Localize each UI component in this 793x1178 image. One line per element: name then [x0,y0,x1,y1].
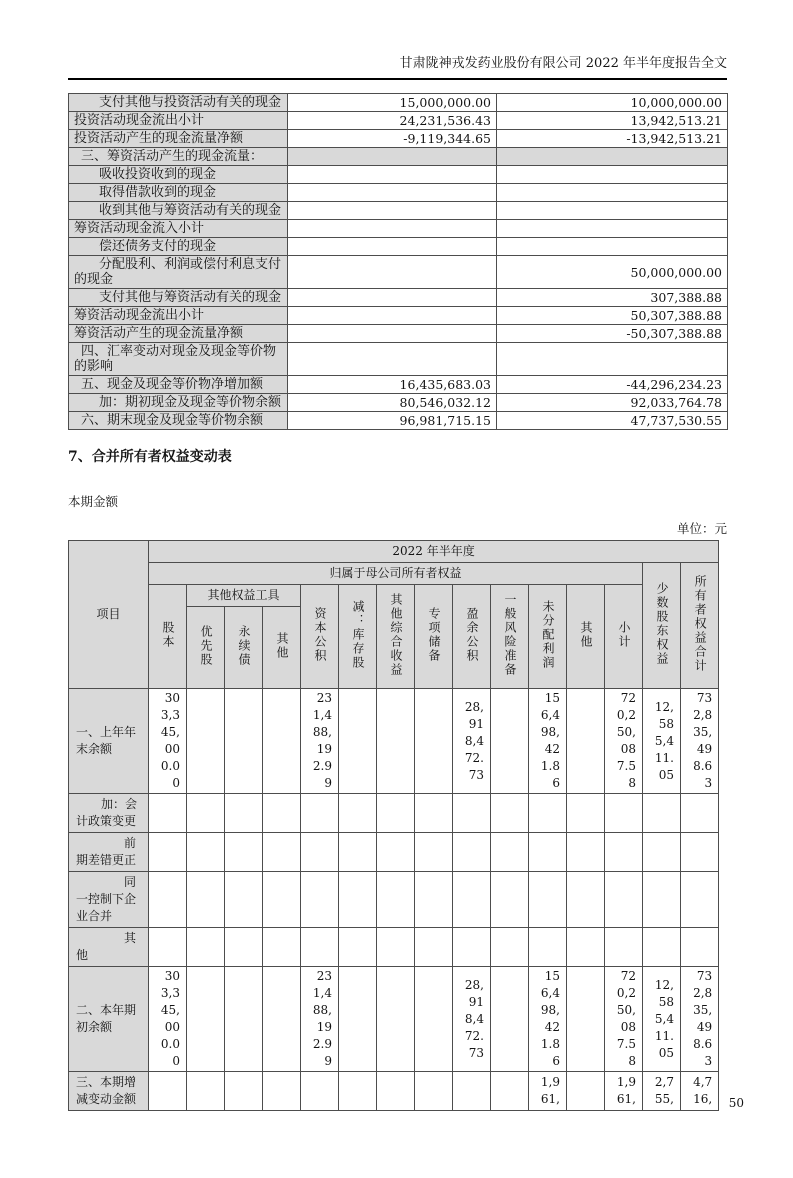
amount-cell [301,794,339,833]
col-header-minority-interest: 少数股东权益 [643,563,681,689]
amount-current-period [288,148,497,166]
amount-cell [377,689,415,794]
amount-cell [301,872,339,928]
row-label: 其他 [69,928,149,967]
col-header-subtotal: 小计 [605,585,643,689]
table-row [69,967,719,1072]
amount-cell [567,833,605,872]
table-row [69,394,728,412]
table-row [69,833,719,872]
row-label: 一、上年年末余额 [69,689,149,794]
header-row-groups [69,563,719,585]
amount-cell [377,967,415,1072]
amount-cell [453,928,491,967]
row-label: 筹资活动产生的现金流量净额 [69,325,288,343]
amount-cell [187,872,225,928]
amount-previous-period: 307,388.88 [497,289,728,307]
amount-cell: 732,835,498.63 [681,967,719,1072]
amount-cell [567,689,605,794]
amount-cell: 231,488,192.99 [301,689,339,794]
amount-cell [605,872,643,928]
row-label: 五、现金及现金等价物净增加额 [69,376,288,394]
row-label: 加：会计政策变更 [69,794,149,833]
table-row [69,1072,719,1111]
amount-cell [187,928,225,967]
col-header-parent-equity: 归属于母公司所有者权益 [149,563,643,585]
section-subtitle: 本期金额 [68,494,119,509]
amount-cell: 231,488,192.99 [301,967,339,1072]
equity-change-table [68,540,719,1111]
row-label: 支付其他与筹资活动有关的现金 [69,289,288,307]
amount-cell [301,928,339,967]
amount-cell [187,794,225,833]
table-row [69,112,728,130]
amount-cell [529,872,567,928]
table-row [69,166,728,184]
amount-cell [187,689,225,794]
amount-cell: 28,918,472.73 [453,967,491,1072]
amount-cell: 1,961, [605,1072,643,1111]
amount-cell [187,833,225,872]
amount-cell [567,967,605,1072]
amount-cell [377,794,415,833]
amount-cell [491,794,529,833]
amount-cell: 303,345,000.00 [149,967,187,1072]
page-content [0,56,793,1111]
amount-current-period [288,343,497,376]
amount-cell: 720,250,087.58 [605,689,643,794]
col-header-special-reserve: 专项储备 [415,585,453,689]
col-header-general-risk: 一般风险准备 [491,585,529,689]
col-header-period: 2022 年半年度 [149,541,719,563]
amount-cell [643,833,681,872]
amount-cell [149,833,187,872]
amount-current-period [288,307,497,325]
amount-cell [453,1072,491,1111]
amount-cell [225,967,263,1072]
amount-cell [149,1072,187,1111]
table-row [69,376,728,394]
amount-cell [567,872,605,928]
amount-cell [453,794,491,833]
amount-current-period [288,256,497,289]
amount-cell [567,928,605,967]
section-row [69,148,728,166]
amount-previous-period [497,184,728,202]
row-label: 六、期末现金及现金等价物余额 [69,412,288,430]
header-row-period [69,541,719,563]
table-row [69,325,728,343]
amount-cell [415,833,453,872]
amount-cell [339,967,377,1072]
amount-cell [567,1072,605,1111]
row-label: 取得借款收到的现金 [69,184,288,202]
row-label: 三、本期增减变动金额 [69,1072,149,1111]
amount-cell [681,928,719,967]
row-label: 偿还债务支付的现金 [69,238,288,256]
cash-flow-table [68,93,728,430]
amount-cell [605,928,643,967]
amount-previous-period: -13,942,513.21 [497,130,728,148]
amount-cell [339,872,377,928]
amount-cell [263,967,301,1072]
amount-cell [301,833,339,872]
row-label: 投资活动产生的现金流量净额 [69,130,288,148]
col-header-less-treasury: 减：库存股 [339,585,377,689]
amount-cell [187,967,225,1072]
table-row [69,256,728,289]
amount-current-period: 24,231,536.43 [288,112,497,130]
amount-cell: 28,918,472.73 [453,689,491,794]
row-label: 加：期初现金及现金等价物余额 [69,394,288,412]
amount-current-period [288,289,497,307]
col-header-capital-reserve: 资本公积 [301,585,339,689]
amount-current-period: -9,119,344.65 [288,130,497,148]
amount-cell [567,794,605,833]
amount-previous-period: 10,000,000.00 [497,94,728,112]
table-row [69,343,728,376]
amount-cell [681,794,719,833]
document-title: 甘肃陇神戎发药业股份有限公司 2022 年半年度报告全文 [399,56,727,71]
table-row [69,202,728,220]
row-label: 筹资活动现金流入小计 [69,220,288,238]
amount-cell [681,872,719,928]
row-label: 前期差错更正 [69,833,149,872]
table-row [69,307,728,325]
amount-cell [225,872,263,928]
table-row [69,94,728,112]
amount-cell: 4,716, [681,1072,719,1111]
amount-previous-period [497,202,728,220]
table-row [69,872,719,928]
amount-current-period [288,220,497,238]
amount-previous-period: -44,296,234.23 [497,376,728,394]
table-row [69,130,728,148]
amount-cell [491,967,529,1072]
amount-cell: 156,498,421.86 [529,689,567,794]
row-label: 吸收投资收到的现金 [69,166,288,184]
table-row [69,794,719,833]
col-header-total-equity: 所有者权益合计 [681,563,719,689]
amount-cell: 732,835,498.63 [681,689,719,794]
amount-cell [263,689,301,794]
col-header-other-equity-instruments: 其他权益工具 [187,585,301,607]
amount-cell [529,928,567,967]
amount-previous-period: 13,942,513.21 [497,112,728,130]
amount-current-period: 15,000,000.00 [288,94,497,112]
amount-previous-period [497,343,728,376]
amount-previous-period: 50,000,000.00 [497,256,728,289]
col-header-item: 项目 [69,541,149,689]
amount-current-period [288,184,497,202]
amount-cell [529,833,567,872]
amount-cell [681,833,719,872]
amount-cell [415,967,453,1072]
row-label: 四、汇率变动对现金及现金等价物的影响 [69,343,288,376]
document-header [68,56,727,80]
amount-cell [605,833,643,872]
row-label: 同一控制下企业合并 [69,872,149,928]
amount-current-period: 16,435,683.03 [288,376,497,394]
amount-cell [529,794,567,833]
amount-cell [453,872,491,928]
amount-cell [415,872,453,928]
amount-previous-period: -50,307,388.88 [497,325,728,343]
amount-cell: 12,585,411.05 [643,967,681,1072]
amount-cell [491,1072,529,1111]
table-row [69,220,728,238]
amount-cell [605,794,643,833]
amount-cell [339,928,377,967]
amount-cell [491,833,529,872]
table-row [69,289,728,307]
amount-cell [415,689,453,794]
amount-cell [339,794,377,833]
header-row-subgroups [69,585,719,607]
amount-cell [149,794,187,833]
amount-cell [415,928,453,967]
amount-cell [377,872,415,928]
amount-cell [491,928,529,967]
amount-cell: 720,250,087.58 [605,967,643,1072]
row-label: 二、本年期初余额 [69,967,149,1072]
amount-current-period: 80,546,032.12 [288,394,497,412]
amount-cell: 156,498,421.86 [529,967,567,1072]
amount-previous-period [497,220,728,238]
amount-cell [263,1072,301,1111]
row-label: 三、筹资活动产生的现金流量： [69,148,288,166]
amount-cell [187,1072,225,1111]
amount-cell [415,1072,453,1111]
row-label: 投资活动现金流出小计 [69,112,288,130]
amount-cell [149,928,187,967]
amount-cell: 2,755, [643,1072,681,1111]
col-header-other-comprehensive: 其他综合收益 [377,585,415,689]
row-label: 筹资活动现金流出小计 [69,307,288,325]
report-page [0,56,793,1178]
row-label: 支付其他与投资活动有关的现金 [69,94,288,112]
col-header-other-instruments: 其他 [263,607,301,689]
amount-cell [149,872,187,928]
amount-current-period [288,202,497,220]
unit-label: 单位：元 [676,521,727,536]
page-number: 50 [728,1096,744,1110]
table-row [69,184,728,202]
amount-current-period: 96,981,715.15 [288,412,497,430]
amount-current-period [288,238,497,256]
amount-cell [225,689,263,794]
table-row [69,412,728,430]
amount-cell [263,833,301,872]
amount-cell [263,928,301,967]
col-header-preferred-shares: 优先股 [187,607,225,689]
amount-cell [339,1072,377,1111]
amount-cell [377,1072,415,1111]
amount-cell [643,794,681,833]
amount-cell [339,689,377,794]
amount-current-period [288,166,497,184]
amount-cell [491,872,529,928]
amount-previous-period: 50,307,388.88 [497,307,728,325]
amount-cell: 12,585,411.05 [643,689,681,794]
amount-cell [377,833,415,872]
col-header-perpetual-bonds: 永续债 [225,607,263,689]
amount-cell: 1,961, [529,1072,567,1111]
amount-cell [377,928,415,967]
row-label: 收到其他与筹资活动有关的现金 [69,202,288,220]
amount-cell [643,872,681,928]
amount-previous-period [497,238,728,256]
amount-cell [225,794,263,833]
col-header-other: 其他 [567,585,605,689]
amount-cell [491,689,529,794]
table-row [69,689,719,794]
amount-cell [301,1072,339,1111]
amount-previous-period: 47,737,530.55 [497,412,728,430]
amount-cell [263,794,301,833]
amount-cell [225,1072,263,1111]
amount-current-period [288,325,497,343]
amount-cell [263,872,301,928]
amount-cell [225,833,263,872]
amount-cell: 303,345,000.00 [149,689,187,794]
row-label: 分配股利、利润或偿付利息支付的现金 [69,256,288,289]
table-row [69,238,728,256]
amount-cell [643,928,681,967]
table-row [69,928,719,967]
amount-previous-period: 92,033,764.78 [497,394,728,412]
section-title: 7、合并所有者权益变动表 [68,449,232,465]
col-header-retained-profit: 未分配利润 [529,585,567,689]
amount-cell [453,833,491,872]
amount-previous-period [497,166,728,184]
amount-previous-period [497,148,728,166]
col-header-surplus-reserve: 盈余公积 [453,585,491,689]
amount-cell [225,928,263,967]
col-header-share-capital: 股本 [149,585,187,689]
amount-cell [415,794,453,833]
amount-cell [339,833,377,872]
